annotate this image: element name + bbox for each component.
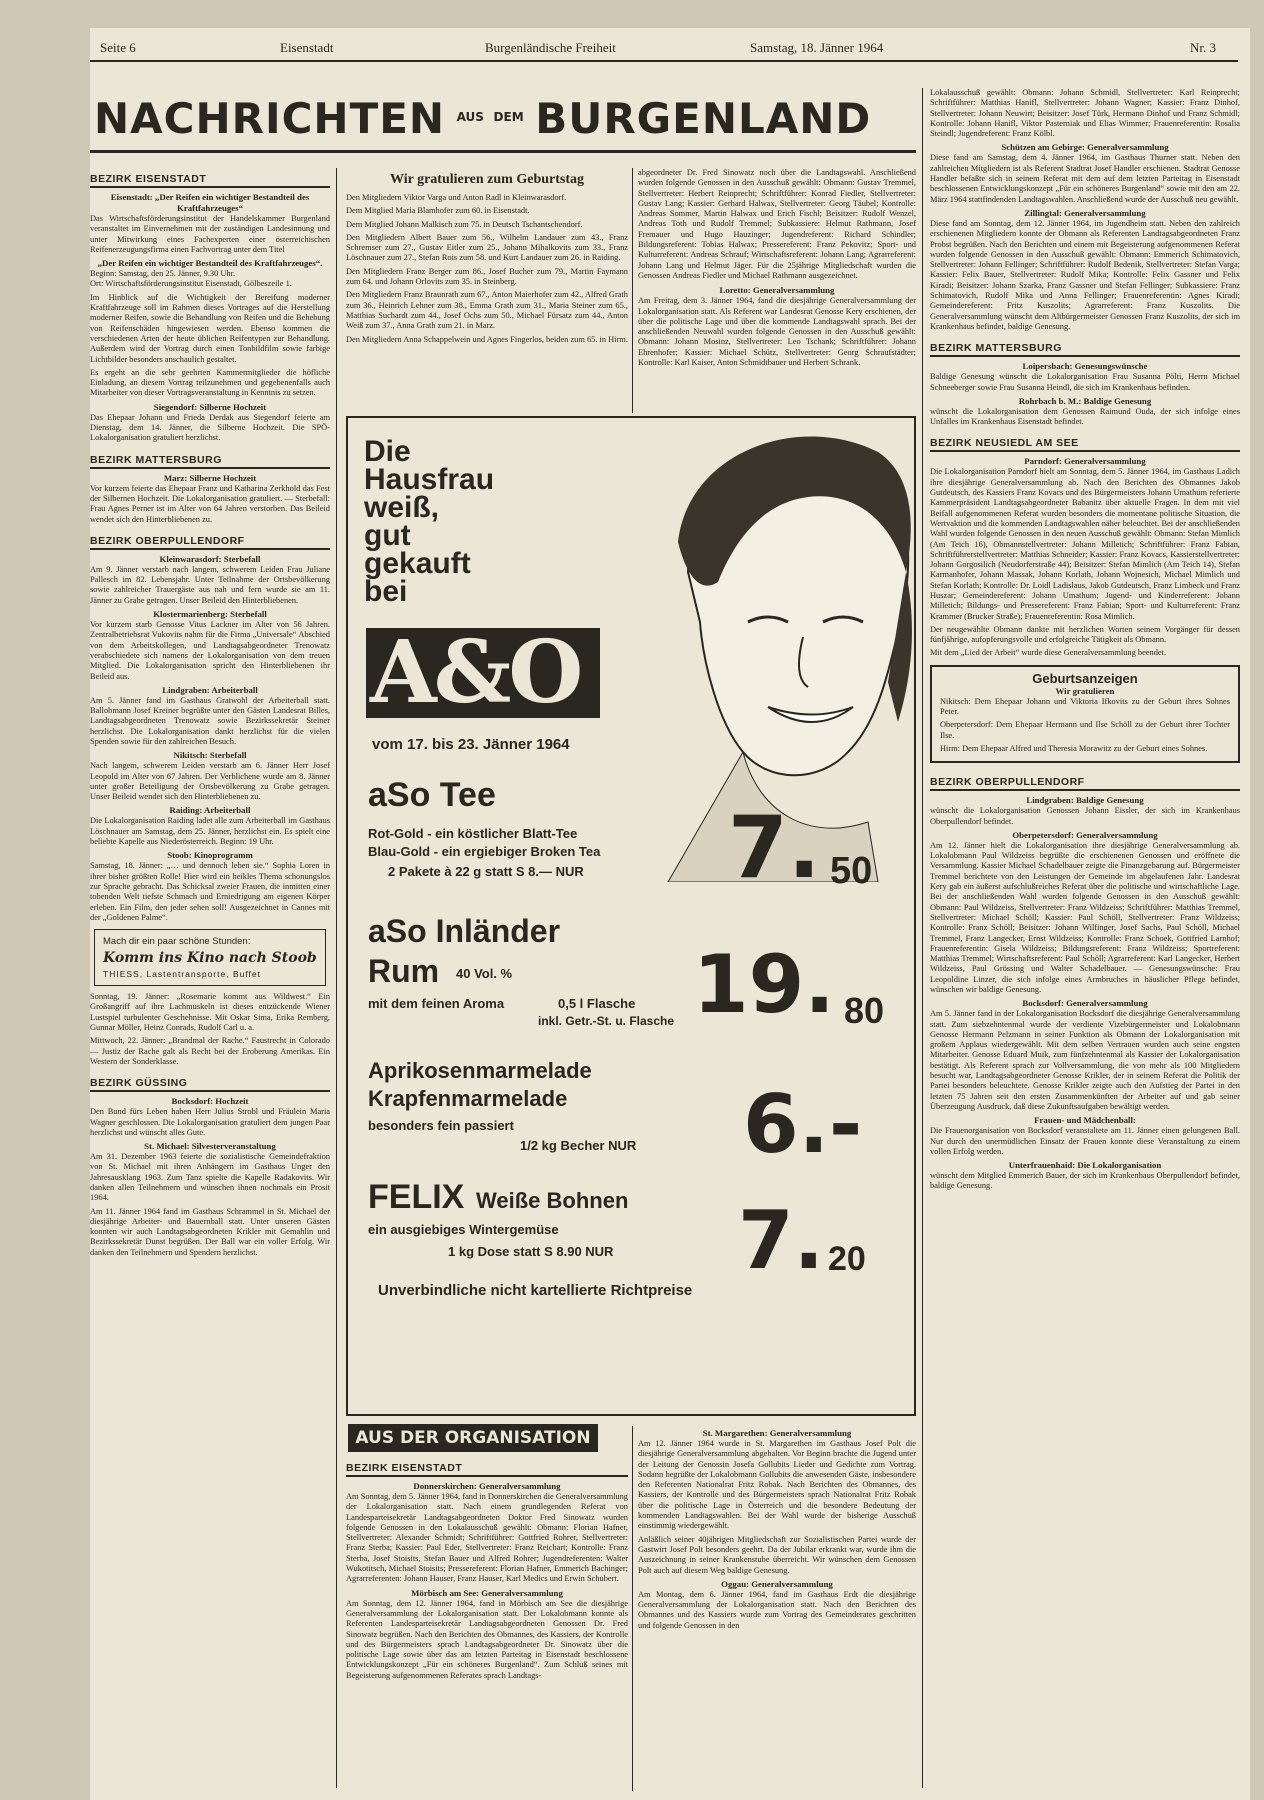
section-eisenstadt: BEZIRK EISENSTADT <box>346 1462 628 1477</box>
place: Eisenstadt <box>280 40 334 55</box>
headline: Parndorf: Generalversammlung <box>1024 456 1146 467</box>
rum-line: mit dem feinen Aroma <box>368 996 505 1011</box>
paragraph: Sonntag, 19. Jänner: „Rosemarie kommt aus Wildwest.“ Ein Großangriff auf ihre Lachmuskeln ist dieses entzückende Wiener Lustspiel turbulenter Geschehnisse. Mit Oskar Sima, Erika Remberg, Gunnar Möller, Heinz Conrads, Rudolf Carl u. a. <box>90 992 330 1033</box>
organisation-title: AUS DER ORGANISATION <box>355 1428 591 1448</box>
paragraph: Anläßlich seiner 40jährigen Mitgliedschaft zur Sozialistischen Partei wurde der Gastwirt Josef Polt besonders geehrt. Da der Jubilar erkrankt war, wurde ihm die Auszeichnung in seiner Krankenstube überreicht. Wir wünschen dem Genossen Polt auch auf diesem Weg baldige Genesung. <box>638 1534 916 1575</box>
paragraph: Am 9. Jänner verstarb nach langem, schwerem Leiden Frau Juliane Pallesch im 82. Lebensjahr. Unter Teilnahme der Ortsbevölkerung sowie zahlreicher Trauergäste aus nah und fern wurde sie am 11. Jänner zu Grabe getragen. Unser Beileid den Hinterbliebenen. <box>90 564 330 605</box>
section-oberpullendorf: BEZIRK OBERPULLENDORF <box>930 776 1240 791</box>
paragraph: Diese fand am Samstag, dem 4. Jänner 1964, im Gasthaus Thurner statt. Neben den zahlreichen Mitgliedern ist als Referent Stadtrat Josef Handler erschienen. Stadtrat Genosse Handler befaßte sich in seinem Referat mit dem auf dem letzten Parteitag in Eisenstadt beschlossenen Entwicklungskonzept „Für ein schöneres Burgenland“ sowie mit den am 22. März 1964 stattfindenden Landtagswahlen. Anschließend wurde der Ausschuß neu gewählt. <box>930 153 1240 204</box>
section-mattersburg: BEZIRK MATTERSBURG <box>90 454 330 469</box>
paragraph: Das Ehepaar Johann und Frieda Derdak aus Siegendorf feierte am Dienstag, dem 14. Jänner, die Silberne Hochzeit. Die SPÖ-Lokalorganisation gratuliert herzlichst. <box>90 412 330 443</box>
paragraph: Ort: Wirtschaftsförderungsinstitut Eisenstadt, Gölbeszeile 1. <box>90 279 292 289</box>
newspaper-page <box>90 28 1250 1800</box>
paragraph: abgeordneter Dr. Fred Sinowatz noch über die Landtagswahl. Anschließend wurden folgende Genossen in den Ausschuß gewählt: Obmann: Gustav Tremmel, Stellvertreter: Herbert Reinprecht; Schriftführer: Konrad Fiedler, Stellvertreter: Gustav Lang; Kassier: Gerhard Halwax, Stellvertreter: Georg Täubel; Kontrolle: Andreas Sommer, Martin Halwax und Erich Fischl; Beisitzer: Rudolf Wenzel, Andreas Toth und Rudolf Tremmel; Subkassiere: Helmut Rathmann, Josef Fremauer und Hugo Hauzinger; Jugendreferent: Richard Schindler; Bildungsreferent: Tobias Halwax; Pressereferent: Franz Pekovitz; Sport- und Kulturreferent: Andreas Schrauf; Wirtschaftsreferent: Johann Lang; Agrarreferent: Johann Lang und Helmut Jäger. Für die 25jährige Mitgliedschaft wurden die Genossen Andreas Fiedler und Michael Rathmann ausgezeichnet. <box>638 168 916 280</box>
paragraph: Am Freitag, dem 3. Jänner 1964, fand die diesjährige Generalversammlung der Lokalorganisation statt. Als Referent war Landesrat Genosse Kery erschienen, der über die politische Lage und über die kommende Landtagswahl sprach. Bei der anschließenden Neuwahl wurden folgende Genossen in den Ausschuß gewählt: Obmann: Johann Mosinz, Stellvertreter: Leo Tschank; Schriftführer: Johann Ehrenhofer; Kassier: Michael Schütz, Stellvertreter: Georg Schraufstädter; Kontrolle: Karl Kaiser, Anton Schmidtbauer und Herbert Schrank. <box>638 296 916 368</box>
paragraph: Es ergeht an die sehr geehrten Kammermitglieder die höfliche Einladung, an diesem Vortrag teilzunehmen und gegebenenfalls auch Mitarbeiter von dieser Vortragsveranstaltung in Kenntnis zu setzen. <box>90 367 330 398</box>
masthead-word-1: NACHRICHTEN <box>94 94 446 143</box>
rum-line: 0,5 l Flasche <box>558 996 636 1011</box>
section-guessing: BEZIRK GÜSSING <box>90 1077 330 1092</box>
rum-name: aSo Inländer <box>368 913 561 949</box>
cinema-box-line-1: Mach dir ein paar schöne Stunden: <box>103 936 251 948</box>
paragraph: Am 5. Jänner fand im Gasthaus Gratwohl der Arbeiterball statt. Ballobmann Josef Kreiner begrüßte unter den Gästen Landesrat Billes, Landtagsabgeordneten Trenowatz sowie Bezirkssekretär Steiner herzlichst. Die Lokalorganisation dankt herzlichst für die vielen Spenden sowie für den zahlreichen Besuch. <box>90 695 330 746</box>
headline: Oberpetersdorf: Generalversammlung <box>1012 829 1158 840</box>
beans-line: 1 kg Dose statt S 8.90 NUR <box>448 1244 614 1259</box>
brand-logo: A&O <box>370 622 581 723</box>
ad-footer: Unverbindliche nicht kartellierte Richtpreise <box>378 1282 693 1299</box>
birth-announcements-box <box>930 665 1240 763</box>
paragraph: Die Lokalorganisation Parndorf hielt am Sonntag, dem 5. Jänner 1964, im Gasthaus Ladich ihre diesjährige Generalversammlung ab. Nach den Berichten des Obmannes Jakob Gutdeutsch, des Kassiers Franz Kovacs und des Bürgermeisters Johann Umathum referierte Kammerpräsident Landtagsabgeordneter Babanitz über aktuelle Fragen. In dem mit viel Beifall aufgenommenen Referat wurden besonders die momentane politische Situation, die Wertvaktion und die kommenden Landtagswahlen näher beleuchtet. Bei der anschließenden Wahl wurden folgende Genossen in den neuen Ausschuß gewählt: Obmann: Stefan Mimlich (Am Teich 16), Obmannstellvertreter: Johann Milletich; Schriftführer: Franz Fabian, Schriftführerstellvertreter: Matthias Schneider; Kassier: Franz Kovacs, Kassierstellvertreter: Johann Gorgosilich (Neudorferstraße 44); Beisitzer: Stefan Mimlich (Am Teich 14), Stefan Karmanhofer, Johann Massak, Johann Korlath, Johann Wojnesich, Michael Mimlich und Stefan Korlath; Kontrolle: Dr. Loidl Ladislaus, Jakob Gutdeutsch, Franz Limbeck und Franz Huszar; Gemeindereferent: Johann Umathum; Jugend- und Kinderreferent: Johann Milletich; Bildungs- und Pressereferent: Franz Fabian; Sport- und Kulturreferent: Franz Krammer (Brucker Straße); Frauenreferentin: Rosa Mimlich. <box>930 467 1240 621</box>
rum-volume: 40 Vol. % <box>456 966 513 981</box>
issue-date: Samstag, 18. Jänner 1964 <box>750 40 884 55</box>
headline: Stoob: Kinoprogramm <box>167 850 253 861</box>
section-neusiedl: BEZIRK NEUSIEDL AM SEE <box>930 437 1240 452</box>
paragraph: Am Montag, dem 6. Jänner 1964, fand im Gasthaus Erdt die diesjährige Generalversammlung der Lokalorganisation statt. Nach den Berichten des Obmannes und des Kassiers wurde zum Vortrag des Gemeinderates geschritten und folgende Genossen in den <box>638 1589 916 1630</box>
header-rule <box>90 60 1238 62</box>
ad-slogan-line: Die <box>364 435 411 468</box>
headline: Donnerskirchen: Generalversammlung <box>413 1481 561 1491</box>
column-divider <box>632 168 633 413</box>
jam-name-2: Krapfenmarmelade <box>368 1086 568 1111</box>
tea-line: 2 Pakete à 22 g statt S 8.— NUR <box>388 864 584 879</box>
paragraph: Am 12. Jänner hielt die Lokalorganisation ihre diesjährige Generalversammlung ab. Lokalobmann Paul Wildzeiss begrüßte die erschienenen Genossen und eröffnete die Versammlung. Kassier Michael Schadelbauer zeigte die Finanzgebarung auf. Bürgermeister Tremmel berichtete von den Leistungen der Gemeinde im abgelaufenen Jahr. Landesrat Kery gab ein äußerst aufschlußreiches Referat über die politische und wirtschaftliche Lage. Bei der anschließenden Wahl wurden folgende Genossen in den Ausschuß gewählt: Obmann: Paul Wildzeiss, Stellvertreter: Franz Wildzeiss; Schriftführer: Matthias Tremmel, Stellvertreter: Michael Schöll; Kassier: Paul Schöll, Stellvertreter: Franz Wildzeiss; Kontrolle: Franz Schöll; Beisitzer: Johann Wilfinger, Josef Sachs, Paul Schöll, Michael Tremmel, Franz Langecker, Ernst Wildzeiss; Kontrolle: Franz Schoek, Gottfried Larnhof; Frauenreferentin: Gisela Wildzeiss; Bildungsreferent: Franz Wildzeiss; Sportreferent: Matthias Tremmel; Wirtschaftsreferent: Paul Schöll; Agrarreferent: Karl Langecker, Herbert Wildzeiss, Paul Grössing und Walter Schadelbauer. — Genesungswünsche: Frau Leopoldine Linzer, die sich infolge eines Armbruches in häuslicher Pflege befindet, wünschen wir baldige Genesung. <box>930 840 1240 994</box>
organisation-right-column <box>638 1428 916 1796</box>
tea-name: aSo Tee <box>368 776 496 814</box>
rum-line: inkl. Getr.-St. u. Flasche <box>538 1014 675 1028</box>
rum-price-cents: 80 <box>844 990 885 1031</box>
headline: Unterfrauenhaid: Die Lokalorganisation <box>1008 1160 1162 1171</box>
headline: St. Michael: Silvesterveranstaltung <box>144 1141 276 1152</box>
paragraph: Mit dem „Lied der Arbeit“ wurde diese Generalversammlung beendet. <box>930 648 1167 658</box>
tea-line: Blau-Gold - ein ergiebiger Broken Tea <box>368 844 601 859</box>
column-2 <box>346 168 628 408</box>
paragraph: Am 31. Dezember 1963 feierte die sozialistische Gemeindefraktion von St. Michael mit ihren Anhängern im Gasthaus Unger den Jahresausklang 1963. Zum Tanz spielte die Kapelle Radakovits. Wir danken allen Teilnehmern und wünschen ihnen nochmals ein Prosit 1964. <box>90 1152 330 1203</box>
column-1 <box>90 166 330 1796</box>
column-divider <box>336 168 337 1788</box>
masthead-small-1: AUS <box>456 110 484 124</box>
paragraph: Die Frauenorganisation von Bocksdorf veranstaltete am 11. Jänner einen gelungenen Ball. Nur durch den unermüdlichen Einsatz der Frauen konnte diese Veranstaltung zu einem vollen Erfolg werden. <box>930 1126 1240 1156</box>
ad-slogan <box>364 435 495 608</box>
ao-advertisement <box>346 416 916 1416</box>
paragraph: Nach langem, schwerem Leiden verstarb am 6. Jänner Herr Josef Leopold im Alter von 67 Jahren. Der Verblichene wurde am 8. Jänner unter großer Beteiligung der Ortsbevölkerung zu Grabe getragen. Unser Beileid wendet sich den Hinterbliebenen zu. <box>90 761 330 802</box>
paragraph: Lokalausschuß gewählt: Obmann: Johann Schmidl, Stellvertreter: Karl Reinprecht; Schriftführer: Matthias Hanifl, Stellvertreter: Johann Wagner; Kassier: Franz Dinhof, Stellvertreter: Johann Neuwirt; Beisitzer: Josef Türk, Hermann Dinhof und Franz Schmidl; Kontrolle: Johann Hanifl, Viktor Pasterniak und Elias Wimmer; Frauenreferentin: Rosalia Steindl; Jugendreferent: Franz Kölbl. <box>930 88 1240 139</box>
masthead-rule <box>90 150 916 153</box>
paragraph: Den Mitgliedern Viktor Varga und Anton Radl in Kleinwarasdorf. <box>346 193 567 202</box>
headline: Marz: Silberne Hochzeit <box>163 472 257 483</box>
paragraph: Den Mitgliedern Anna Schappelwein und Agnes Fingerlos, beiden zum 65. in Hirm. <box>346 334 628 344</box>
headline: Nikitsch: Sterbefall <box>173 750 247 761</box>
headline: Zillingtal: Generalversammlung <box>1024 207 1146 218</box>
paragraph: Den Bund fürs Leben haben Herr Julius Strobl und Fräulein Maria Wagner geschlossen. Die Lokalorganisation gratuliert dem jungen Paar herzlichst und wünscht alles Gute. <box>90 1107 330 1137</box>
section-oberpullendorf: BEZIRK OBERPULLENDORF <box>90 535 330 550</box>
headline: Bocksdorf: Generalversammlung <box>1022 998 1148 1009</box>
paragraph: Das Wirtschaftsförderungsinstitut der Handelskammer Burgenland veranstaltet im Einvernehmen mit der zuständigen Landesinnung und unter Mitwirkung eines Fachexperten einer österreichischen Reifenerzeugungsfirma einen Fachvortrag unter dem Titel <box>90 214 330 254</box>
paragraph: Im Hinblick auf die Wichtigkeit der Bereifung moderner Kraftfahrzeuge soll im Rahmen dieses Vortrages auf die Herstellung moderner Reifen, sowie die Behandlung von Reifen und die Behebung von Reifenschäden hingewiesen werden. Ebenso kommen die verschiedenen Arten der heute üblichen Reifentypen zur Behandlung. Außerdem wird der Vortrag durch einen Tonbildfilm sowie farbige Lichtbilder besonders anschaulich gestaltet. <box>90 292 330 364</box>
headline: Lindgraben: Baldige Genesung <box>1026 795 1144 806</box>
headline: Schützen am Gebirge: Generalversammlung <box>1001 142 1169 153</box>
beans-line: ein ausgiebiges Wintergemüse <box>368 1222 559 1237</box>
birth-announcements-subtitle: Wir gratulieren <box>1055 685 1115 696</box>
paragraph: Dem Mitglied Maria Blamhofer zum 60. in Eisenstadt. <box>346 206 530 216</box>
masthead <box>94 94 914 142</box>
jam-line: besonders fein passiert <box>368 1118 514 1133</box>
paragraph: Beginn: Samstag, den 25. Jänner, 9.30 Uhr. <box>90 269 236 279</box>
paragraph: Baldige Genesung wünscht die Lokalorganisation Frau Susanna Pölti, Herrn Michael Schneeberger sowie Frau Susanna Heindl, die sich im Krankenhaus befinden. <box>930 372 1240 392</box>
paragraph: Hirm: Dem Ehepaar Alfred und Theresia Morawitz zu der Geburt eines Sohnes. <box>940 743 1208 753</box>
birth-announcements-title: Geburtsanzeigen <box>1032 670 1138 686</box>
paragraph: Nikitsch: Dem Ehepaar Johann und Viktoria Ifkovits zu der Geburt ihres Sohnes Peter. <box>940 696 1230 717</box>
paragraph: Diese fand am Sonntag, dem 12. Jänner 1964, im Jugendheim statt. Neben den zahlreich erschienenen Mitgliedern konnte der Obmann als Referenten Landtagsabgeordneten Franz Probst begrüßen. Nach den Berichten und einem mit Begeisterung aufgenommenen Referat wurden folgende Genossen in den Ausschuß gewählt: Obmann: Emmerich Schimatovich, Stellvertreter: Johann Fellinger; Schriftführer: Rudolf Bedenik, Stellvertreter: Stefan Varga; Kassier: Felix Bauer, Stellvertreter: Rudolf Mika; Kontrolle: Felix Gassner und Felix Kiradi; Beisitzer: Johann Szarka, Franz Gassner und Stefan Fellinger; Subkassiere: Franz Schimatovich, Rudolf Mika und Anna Fellinger; Frauenreferentin: Agnes Kiradi; Gemeindereferent: Fritz Kuszolits; Agrarreferent: Franz Kuszolits. Die Generalversammlung wünscht dem Altbürgermeister Genossen Franz Kuszolits, der sich im Krankenhaus befindet, baldige Genesung. <box>930 218 1240 331</box>
page-number: Seite 6 <box>100 40 136 55</box>
column-divider <box>632 1426 633 1791</box>
column-4 <box>930 88 1240 1796</box>
paragraph: wünscht die Lokalorganisation dem Genossen Raimund Ouda, der sich infolge eines Unfalles im Krankenhaus Eisenstadt befindet. <box>930 406 1240 427</box>
headline: Loretto: Generalversammlung <box>719 285 835 296</box>
cinema-box-line-2: Komm ins Kino nach Stoob <box>103 950 317 967</box>
jam-name: Aprikosenmarmelade <box>368 1058 592 1083</box>
paragraph: Am 11. Jänner 1964 fand im Gasthaus Schrammel in St. Michael der diesjährige Arbeiter- und Bauernball statt. Unter unseren Gästen konnten wir auch Landtagsabgeordneten Krikler mit Gemahlin und Bezirkssekretär Dunst begrüßen. Der Ball war ein voller Erfolg. Wir danken den Teilnehmern und Spendern herzlichst. <box>90 1206 330 1257</box>
headline: Siegendorf: Silberne Hochzeit <box>153 401 267 412</box>
beans-name: Weiße Bohnen <box>476 1188 629 1213</box>
headline: Eisenstadt: „Der Reifen ein wichtiger Bestandteil des Kraftfahrzeuges“ <box>110 192 310 213</box>
column-divider <box>922 88 923 1788</box>
headline: Raiding: Arbeiterball <box>169 805 251 816</box>
ad-slogan-line: Hausfrau <box>364 463 495 496</box>
offer-dates: vom 17. bis 23. Jänner 1964 <box>372 736 570 753</box>
section-eisenstadt: BEZIRK EISENSTADT <box>90 173 330 188</box>
subheadline: „Der Reifen ein wichtiger Bestandteil des Kraftfahrzeuges“. <box>97 258 323 269</box>
tea-price-cents: 50 <box>830 850 873 892</box>
paragraph: Am 12. Jänner 1964 wurde in St. Margarethen im Gasthaus Josef Polt die diesjährige Generalversammlung abgehalten. Vor Beginn brachte die Jugend unter der Leitung der Genossin Josefa Gollubits Lieder und Gedichte zum Vortrag. Sodann begrüßte der Lokalobmann Gollubits die anwesenden Gäste, insbesondere den Referenten Nationalrat Fritz Robak. Nach Berichten des Obmannes, des Kassiers, der Kontrolle und des Bürgermeisters sprach Nationalrat Fritz Robak über die politische Lage in Österreich und die besondere Bedeutung der kommenden Landtagswahlen. Bei der Wahl wurde der bisherige Ausschuß einstimmig wiedergewählt. <box>638 1439 916 1531</box>
ad-slogan-line: bei <box>364 575 408 608</box>
felix-brand: FELIX <box>368 1178 465 1216</box>
paragraph: wünscht die Lokalorganisation Genossen Johann Eissler, der sich im Krankenhaus Oberpullendorf befindet. <box>930 806 1240 826</box>
masthead-small-2: DEM <box>493 110 524 124</box>
paragraph: Mittwoch, 22. Jänner: „Brandmal der Rache.“ Faustrecht in Colorado — Justiz der Rache galt als Recht bei der Eroberung Amerikas. Ein Western der Sonderklasse. <box>90 1036 330 1066</box>
paragraph: Den Mitgliedern Franz Braunrath zum 67., Anton Maierhofer zum 42., Alfred Grath zum 36., Heinrich Lehner zum 38., Emma Grath zum 31., Maria Steiner zum 65., Matthias Suchardt zum 44., Josef Ochs zum 50., Michael Fürsatz zum 44., Anton Weiß zum 37., Anna Grath zum 21. in Marz. <box>346 290 628 331</box>
paragraph: Am Sonntag, dem 12. Jänner 1964, fand in Mörbisch am See die diesjährige Generalversammlung der Lokalorganisation statt. Der Lokalobmann konnte als Referenten Landesparteisekretär Landtagsabgeordneten Genossen Dr. Fred Sinowatz begrüßen. Nach den Berichten des Obmannes, des Kassiers, der Kontrolle und des Bürgermeisters sprach Landtagsabgeordneter Dr. Sinowatz über die politische Lage sowie über das am letzten Parteitag in Eisenstadt beschlossene Entwicklungskonzept „Für ein schöneres Burgenland“. Zum Schluß seines mit Begeisterung aufgenommenen Referates sprach Landtags- <box>346 1598 628 1680</box>
organisation-banner <box>348 1424 598 1452</box>
cinema-box <box>94 929 326 986</box>
column-3 <box>638 168 916 408</box>
headline: Loipersbach: Genesungswünsche <box>1022 361 1148 372</box>
ad-slogan-line: gut <box>364 519 411 552</box>
paragraph: Den Mitgliedern Franz Berger zum 86., Josef Bucher zum 79., Martin Faymann zum 64. und Johann Orlovits zum 35. in Steinberg. <box>346 266 628 287</box>
paragraph: Samstag, 18. Jänner: „… und dennoch leben sie.“ Sophia Loren in ihrer bisher größten Rolle! Hier wird ein heikles Thema schonungslos zur Sprache gebracht. Das Schicksal zweier Frauen, die inmitten einer tobenden Welt tiefste Schmach und Erniedrigung am eigenen Körper erleben. Ein Film, den jeder sehen soll! Ausgezeichnet in Cannes mit der „Goldenen Palme“. <box>90 861 330 922</box>
headline: Frauen- und Mädchenball: <box>1034 1115 1136 1126</box>
jam-line: 1/2 kg Becher NUR <box>520 1138 637 1153</box>
organisation-left-column <box>346 1456 628 1796</box>
paragraph: Den Mitgliedern Albert Bauer zum 56., Wilhelm Landauer zum 43., Franz Schremser zum 27., Gustav Eitler zum 25., Johann Mihalkovits zum 33., Franz Löschnauer zum 27., Stefan Rois zum 58. und Kurt Landauer zum 26. in Raiding. <box>346 232 628 263</box>
headline: Oggau: Generalversammlung <box>721 1578 833 1589</box>
paragraph: Oberpetersdorf: Dem Ehepaar Hermann und Ilse Schöll zu der Geburt ihrer Tochter Ilse. <box>940 720 1230 740</box>
headline: Lindgraben: Arbeiterball <box>162 684 258 695</box>
beans-price: 7. <box>738 1194 825 1287</box>
paragraph: Die Lokalorganisation Raiding ladet alle zum Arbeiterball im Gasthaus Löschnauer am Samstag, dem 25. Jänner, herzlichst ein. Es spielt eine beliebte Kapelle aus Niederösterreich. Beginn: 19 Uhr. <box>90 816 330 847</box>
paragraph: Am Sonntag, dem 5. Jänner 1964, fand in Donnerskirchen die Generalversammlung der Lokalorganisation statt. Nach einem grundlegenden Referat von Landesparteisekretär Landtagsabgeordneten Doktor Fred Sinowatz wurden folgende Genossen in den Lokalausschuß gewählt: Obmann: Florian Hafner, Stellvertreter: Alexander Schmidt; Schriftführer: Gottfried Rohrer, Stellvertreter: Franz Sterba; Kassier: Paul Eder, Stellvertreter: Franz Reichart; Kontrolle: Franz Sterba, Josef Stoisits, Stefan Bauer und Alfred Rohrer; Jugendreferenten: Walter Wukotitsch, Michael Stoisits; Pressereferent: Florian Hafner, Emmerich Bachinger; Agrarreferenten: Johann Hauser, Franz Hauser, Karl Medics und Erwin Schubert. <box>346 1492 628 1584</box>
paragraph: Der neugewählte Obmann dankte mit herzlichen Worten seinem Vorgänger für dessen fünfjährige, aufopferungsvolle und erfolgreiche Tätigkeit als Obmann. <box>930 624 1240 645</box>
tea-line: Rot-Gold - ein köstlicher Blatt-Tee <box>368 826 578 841</box>
paragraph: Vor kurzem starb Genosse Vitus Lackner im Alter von 56 Jahren. Zentralbetriebsrat Vukovits nahm für die Firma „Universale“ Abschied von dem Arbeitskollegen, und Landtagsabgeordneter Trenowatz verabschiedete sich namens der Lokalorganisation von dem treuen Mitglied. Die Lokalorganisation spricht den Hinterbliebenen ihr Beileid aus. <box>90 620 330 681</box>
headline: Rohrbach b. M.: Baldige Genesung <box>1018 395 1152 406</box>
issue-number: Nr. 3 <box>1190 40 1216 55</box>
ad-slogan-line: weiß, <box>364 491 440 524</box>
headline: Kleinwarasdorf: Sterbefall <box>159 553 261 564</box>
paragraph: wünscht dem Mitglied Emmerich Bauer, der sich im Krankenhaus Oberpullendorf befindet, baldige Genesung. <box>930 1171 1240 1191</box>
headline: Klostermarienberg: Sterbefall <box>153 609 267 620</box>
rum-name-2: Rum <box>368 953 440 989</box>
rum-price: 19. <box>693 938 835 1031</box>
jam-price: 6.- <box>743 1078 863 1171</box>
birthday-headline: Wir gratulieren zum Geburtstag <box>389 172 585 187</box>
headline: Mörbisch am See: Generalversammlung <box>411 1587 563 1598</box>
headline: St. Margarethen: Generalversammlung <box>702 1428 852 1438</box>
beans-price-cents: 20 <box>828 1240 866 1278</box>
paragraph: Vor kurzem feierte das Ehepaar Franz und Katharina Zerkhold das Fest der Silbernen Hochzeit. Die Lokalorganisation gratuliert. — Sterbefall: Frau Agnes Perner ist im Alter von 64 Jahren verstorben. Das Beileid wendet sich den Hinterbliebenen zu. <box>90 483 330 524</box>
masthead-word-2: BURGENLAND <box>535 94 872 143</box>
paper-name: Burgenländische Freiheit <box>485 40 616 55</box>
paragraph: Dem Mitglied Johann Malkisch zum 75. in Deutsch Tschantschendorf. <box>346 219 583 229</box>
tea-price: 7. <box>728 798 821 898</box>
paragraph: Am 5. Jänner fand in der Lokalorganisation Bocksdorf die diesjährige Generalversammlung statt. Zum siebzehntenmal wurde der verdiente Vizebürgermeister und Lokalobmann Genosse Hermann Pelzmann in seiner Funktion als Obmann der Lokalorganisation mit großem Applaus wiedergewählt. Mit dem selben Vertrauen wurden auch seine engsten Mitarbeiter. Genosse Eduard Muik, zum fünfzehntenmal als Kassier der Lokalorganisation bestätigt. Als Referent sprach zur Vollversammlung, die von mehr als 100 Mitgliedern besucht war, Landtagsabgeordneter Genosse Krikler, der in seinem Referat die Politik der Partei besonders beleuchtete. Genosse Krikler zeigte auch den Aufstieg der Partei in den letzten 75 Jahren seit den ersten Zusammenkünften der Arbeiter auf und gab seiner Überzeugung Ausdruck, daß diese Zukunftsaufgaben bewältigt werden. <box>930 1009 1240 1111</box>
headline: Bocksdorf: Hochzeit <box>171 1096 249 1107</box>
section-mattersburg: BEZIRK MATTERSBURG <box>930 342 1240 357</box>
ad-slogan-line: gekauft <box>364 547 471 580</box>
cinema-box-line-3: THIESS, Lastentransporte, Buffet <box>103 969 261 980</box>
